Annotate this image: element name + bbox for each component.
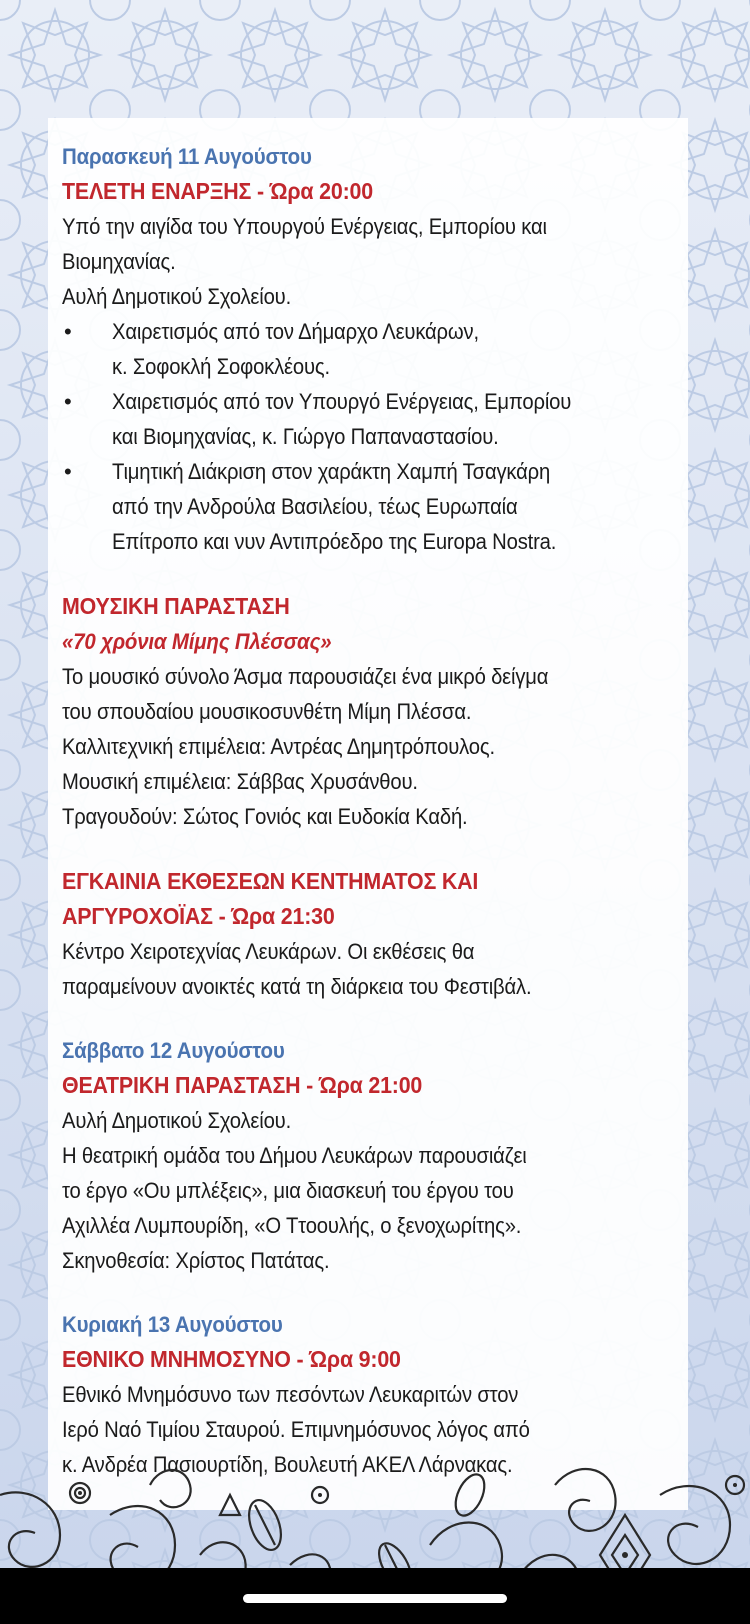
bullet-text-line: κ. Σοφοκλή Σοφοκλέους.: [112, 354, 330, 379]
section-exhibitions-opening: [62, 864, 682, 1004]
event-text-line: το έργο «Ου μπλέξεις», μια διασκευή του έργου του: [62, 1178, 514, 1203]
event-text-line: Το μουσικό σύνολο Άσμα παρουσιάζει ένα μικρό δείγμα: [62, 664, 549, 689]
event-heading: ΕΓΚΑΙΝΙΑ ΕΚΘΕΣΕΩΝ ΚΕΝΤΗΜΑΤΟΣ ΚΑΙ: [62, 868, 479, 894]
bullet-text-line: Χαιρετισμός από τον Υπουργό Ενέργειας, Εμπορίου: [112, 389, 572, 414]
bullet-list: [62, 314, 682, 559]
bullet-dot: •: [64, 459, 72, 484]
event-text-line: Αυλή Δημοτικού Σχολείου.: [62, 1108, 292, 1133]
bullet-dot: •: [64, 389, 72, 414]
bullet-text-line: Χαιρετισμός από τον Δήμαρχο Λευκάρων,: [112, 319, 479, 344]
event-date: Παρασκευή 11 Αυγούστου: [62, 144, 312, 169]
event-heading: ΘΕΑΤΡΙΚΗ ΠΑΡΑΣΤΑΣΗ - Ώρα 21:00: [62, 1072, 423, 1098]
event-text-line: Η θεατρική ομάδα του Δήμου Λευκάρων παρουσιάζει: [62, 1143, 527, 1168]
bullet-item: [62, 454, 682, 559]
event-text-line: παραμείνουν ανοικτές κατά τη διάρκεια του Φεστιβάλ.: [62, 974, 532, 999]
bullet-text-line: Τιμητική Διάκριση στον χαράκτη Χαμπή Τσαγκάρη: [112, 459, 551, 484]
event-text-line: Εθνικό Μνημόσυνο των πεσόντων Λευκαριτών στον: [62, 1382, 519, 1407]
program-content: [62, 140, 682, 1512]
event-date: Σάββατο 12 Αυγούστου: [62, 1038, 285, 1063]
home-indicator-bar[interactable]: [243, 1594, 507, 1603]
event-heading: ΕΘΝΙΚΟ ΜΝΗΜΟΣΥΝΟ - Ώρα 9:00: [62, 1346, 401, 1372]
event-text-line: Καλλιτεχνική επιμέλεια: Αντρέας Δημητρόπουλος.: [62, 734, 495, 759]
event-text-line: Ιερό Ναό Τιμίου Σταυρού. Επιμνημόσυνος λόγος από: [62, 1417, 530, 1442]
event-text-line: Υπό την αιγίδα του Υπουργού Ενέργειας, Εμπορίου και: [62, 214, 547, 239]
section-opening-ceremony: [62, 140, 682, 559]
section-music-performance: [62, 589, 682, 834]
event-heading: ΤΕΛΕΤΗ ΕΝΑΡΞΗΣ - Ώρα 20:00: [62, 178, 373, 204]
event-date: Κυριακή 13 Αυγούστου: [62, 1312, 283, 1337]
event-heading: ΜΟΥΣΙΚΗ ΠΑΡΑΣΤΑΣΗ: [62, 593, 290, 619]
bullet-dot: •: [64, 319, 72, 344]
event-text-line: Αυλή Δημοτικού Σχολείου.: [62, 284, 292, 309]
event-text-line: κ. Ανδρέα Πασιουρτίδη, Βουλευτή ΑΚΕΛ Λάρνακας.: [62, 1452, 513, 1477]
event-text-line: του σπουδαίου μουσικοσυνθέτη Μίμη Πλέσσα.: [62, 699, 472, 724]
section-theatre-performance: [62, 1034, 682, 1278]
home-indicator-area: [0, 1568, 750, 1624]
bullet-text-line: Επίτροπο και νυν Αντιπρόεδρο της Europa Nostra.: [112, 529, 557, 554]
bullet-text-line: από την Ανδρούλα Βασιλείου, τέως Ευρωπαία: [112, 494, 518, 519]
event-text-line: Αχιλλέα Λυμπουρίδη, «Ο Ττοουλής, ο ξενοχωρίτης».: [62, 1213, 522, 1238]
event-text-line: Σκηνοθεσία: Χρίστος Πατάτας.: [62, 1248, 330, 1273]
event-text-line: Κέντρο Χειροτεχνίας Λευκάρων. Οι εκθέσεις θα: [62, 939, 475, 964]
event-text-line: Τραγουδούν: Σώτος Γονιός και Ευδοκία Καδή.: [62, 804, 468, 829]
bullet-item: [62, 314, 682, 384]
event-text-line: Βιομηχανίας.: [62, 249, 176, 274]
event-text-line: Μουσική επιμέλεια: Σάββας Χρυσάνθου.: [62, 769, 418, 794]
bullet-item: [62, 384, 682, 454]
event-subheading: «70 χρόνια Μίμης Πλέσσας»: [62, 629, 332, 654]
event-heading-continued: ΑΡΓΥΡΟΧΟΪΑΣ - Ώρα 21:30: [62, 903, 335, 929]
bullet-text-line: και Βιομηχανίας, κ. Γιώργο Παπαναστασίου.: [112, 424, 499, 449]
